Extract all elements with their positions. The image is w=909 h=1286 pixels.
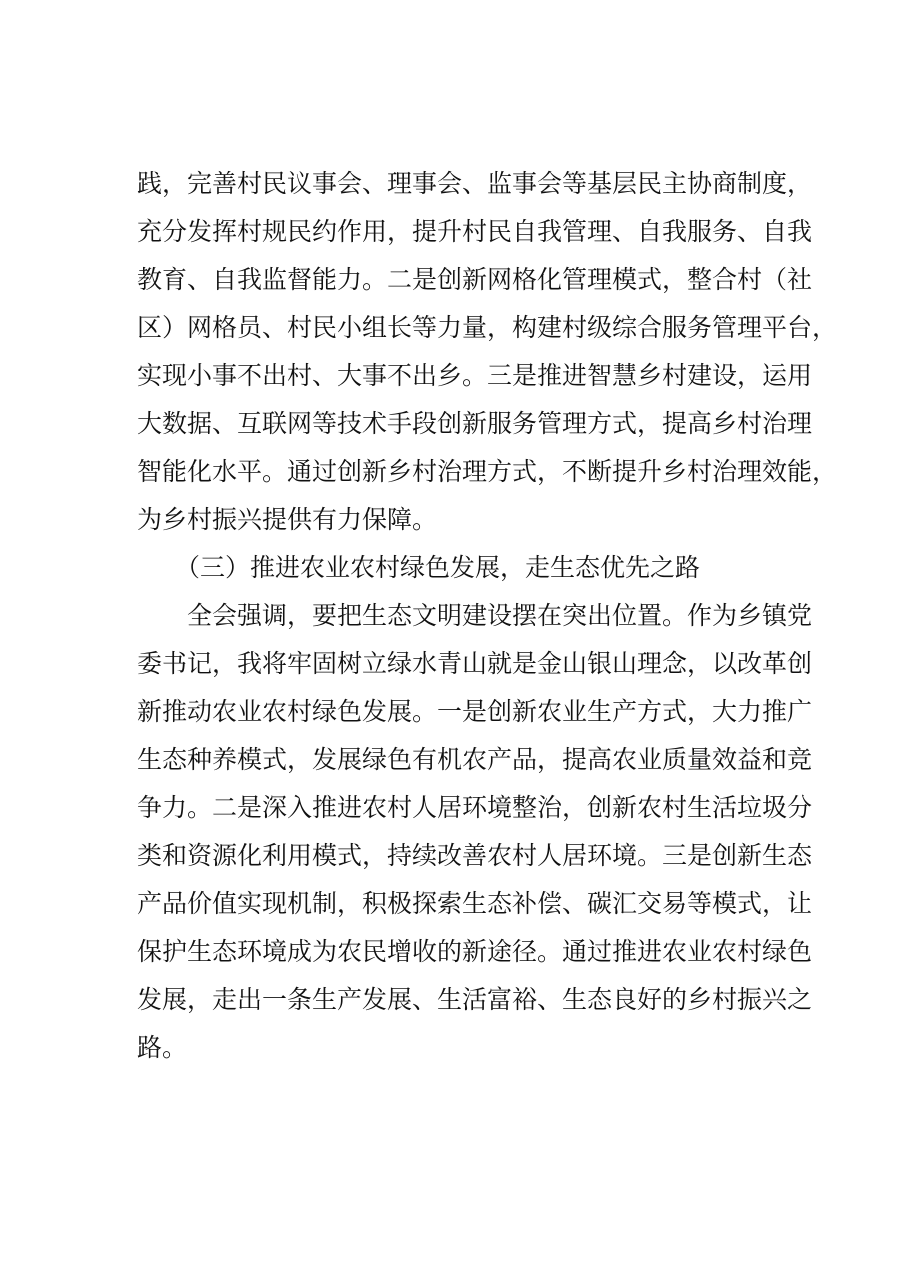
paragraph-2-line-3: 新推动农业农村绿色发展。一是创新农业生产方式，大力推广 xyxy=(137,697,813,726)
paragraph-2-line-9: 发展，走出一条生产发展、生活富裕、生态良好的乡村振兴之 xyxy=(137,985,813,1014)
paragraph-1-line-6: 大数据、互联网等技术手段创新服务管理方式，提高乡村治理 xyxy=(137,409,813,438)
paragraph-2-line-7: 产品价值实现机制，积极探索生态补偿、碳汇交易等模式，让 xyxy=(137,889,813,918)
paragraph-2-line-6: 类和资源化利用模式，持续改善农村人居环境。三是创新生态 xyxy=(137,841,813,870)
paragraph-1-line-7: 智能化水平。通过创新乡村治理方式，不断提升乡村治理效能， xyxy=(137,457,838,486)
paragraph-2-line-4: 生态种养模式，发展绿色有机农产品，提高农业质量效益和竞 xyxy=(137,745,813,774)
paragraph-1-line-3: 教育、自我监督能力。二是创新网格化管理模式，整合村（社 xyxy=(137,265,813,294)
paragraph-2-line-2: 委书记，我将牢固树立绿水青山就是金山银山理念，以改革创 xyxy=(137,649,813,678)
paragraph-1-line-8: 为乡村振兴提供有力保障。 xyxy=(137,505,438,534)
paragraph-2-line-5: 争力。二是深入推进农村人居环境整治，创新农村生活垃圾分 xyxy=(137,793,813,822)
section-heading-3: （三）推进农业农村绿色发展，走生态优先之路 xyxy=(175,553,701,582)
paragraph-2-line-10: 路。 xyxy=(137,1033,188,1062)
paragraph-2-line-1: 全会强调，要把生态文明建设摆在突出位置。作为乡镇党 xyxy=(187,601,813,630)
paragraph-1-line-1: 践，完善村民议事会、理事会、监事会等基层民主协商制度， xyxy=(137,169,813,198)
paragraph-1-line-2: 充分发挥村规民约作用，提升村民自我管理、自我服务、自我 xyxy=(137,217,813,246)
paragraph-2-line-8: 保护生态环境成为农民增收的新途径。通过推进农业农村绿色 xyxy=(137,937,813,966)
paragraph-1-line-4: 区）网格员、村民小组长等力量，构建村级综合服务管理平台， xyxy=(137,313,838,342)
paragraph-1-line-5: 实现小事不出村、大事不出乡。三是推进智慧乡村建设，运用 xyxy=(137,361,813,390)
